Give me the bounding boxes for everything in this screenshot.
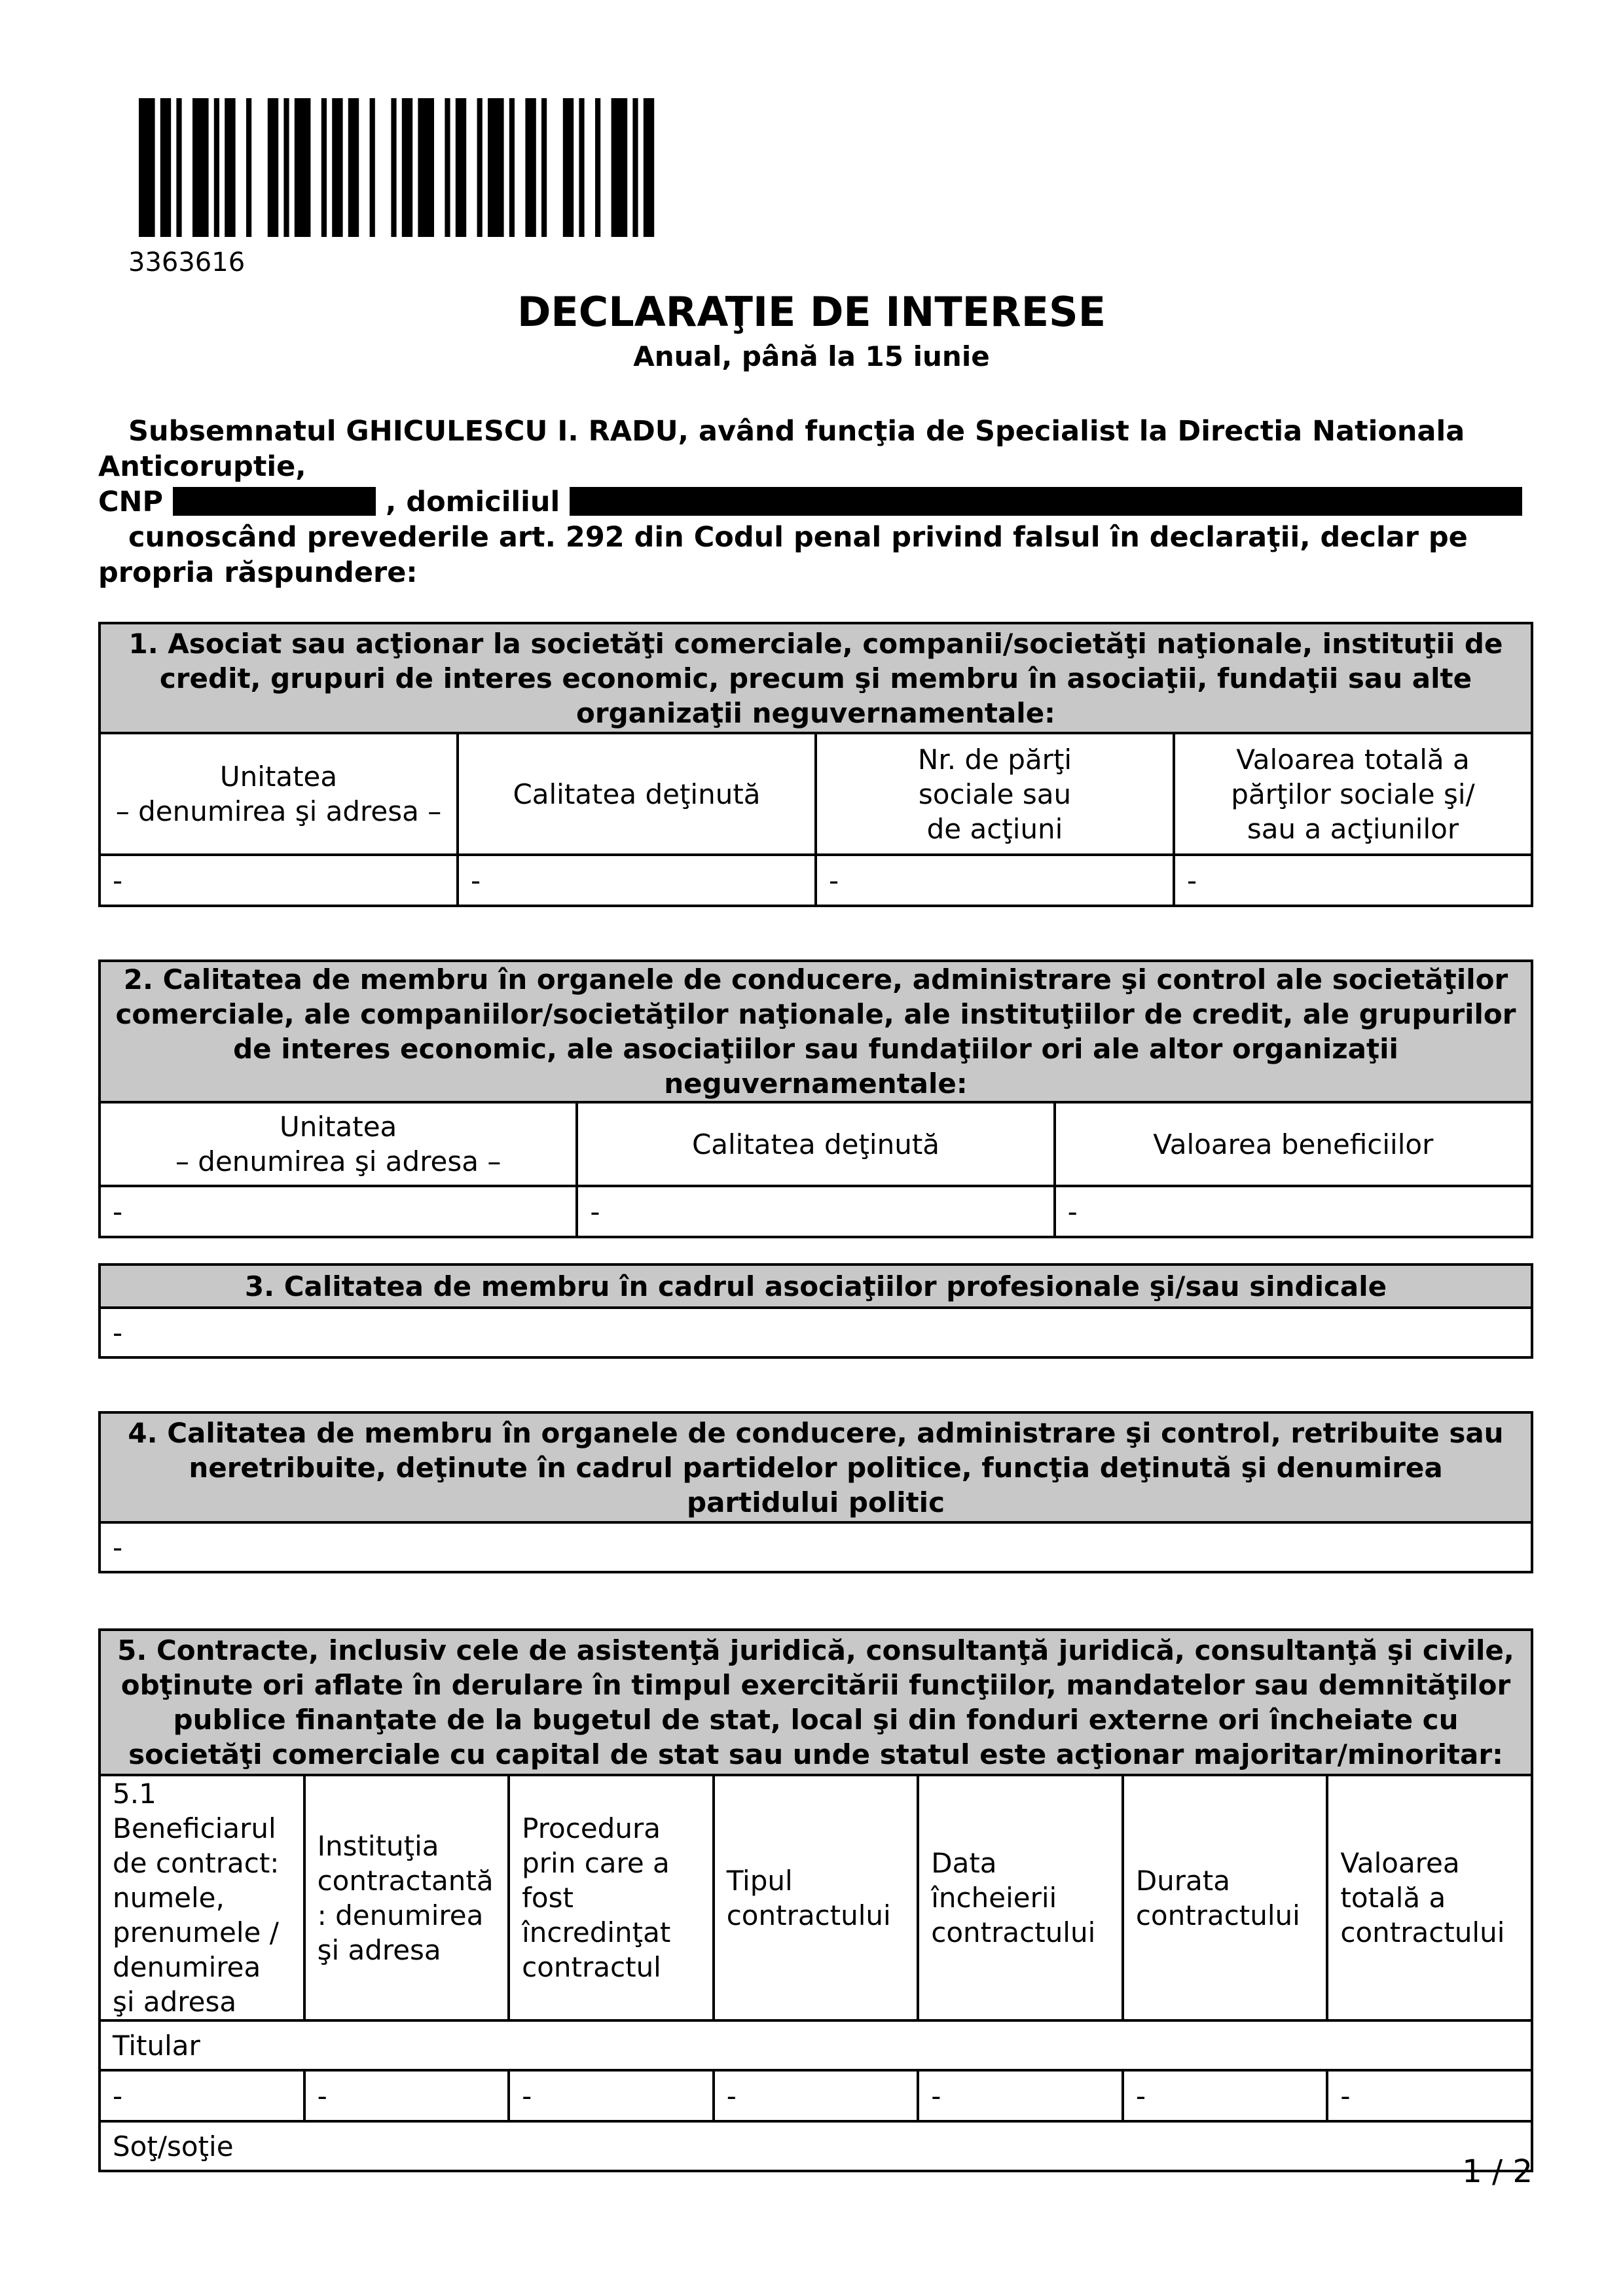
s2-col-benefits <box>1055 1102 1532 1186</box>
s5-col-duration: Durata contractului <box>1123 1775 1328 2020</box>
s5-cell: - <box>918 2070 1123 2121</box>
s1-col-unit-label: Unitatea – denumirea şi adresa – <box>115 761 442 827</box>
barcode <box>139 98 884 237</box>
section-5-heading: 5. Contracte, inclusiv cele de asistenţă juridică, consultanţă juridică, consultanţă şi civile, obţinute ori aflate în derulare în timpul exercitării funcţiilor, mandatelor sau demnităţilor publice finanţate de la bugetul de stat, local şi din fonduri externe ori încheiate cu societăţi comerciale cu capital de stat sau unde statul este acţionar majoritar/minoritar: <box>100 1630 1532 1775</box>
s3-cell: - <box>100 1308 1532 1357</box>
s5-cell: - <box>100 2070 304 2121</box>
s1-col-quality <box>458 733 816 855</box>
s2-cell: - <box>100 1186 577 1237</box>
s5-cell: - <box>304 2070 509 2121</box>
s4-cell: - <box>100 1522 1532 1572</box>
s5-col-beneficiary: 5.1 Beneficiarul de contract: numele, prenumele / denumirea şi adresa <box>100 1775 304 2020</box>
s5-group-titular: Titular <box>100 2020 1532 2070</box>
s1-col-value-label: Valoarea totală a părţilor sociale şi/ sau a acţiunilor <box>1231 743 1475 845</box>
s5-cell: - <box>714 2070 919 2121</box>
declaration-line-3: cunoscând prevederile art. 292 din Codul penal privind falsul în declaraţii, declar pe propria răspundere: <box>98 521 1468 589</box>
s1-col-value <box>1174 733 1532 855</box>
s1-col-unit <box>100 733 458 855</box>
redacted-cnp <box>173 487 376 516</box>
s2-cell: - <box>1055 1186 1532 1237</box>
section-2-table <box>98 960 1533 1238</box>
domicile-label: , domiciliul <box>386 486 560 518</box>
s1-cell: - <box>458 855 816 906</box>
s2-col-unit-label: Unitatea – denumirea şi adresa – <box>175 1111 501 1177</box>
s5-group-spouse: Soţ/soţie <box>100 2121 1532 2171</box>
s1-cell: - <box>100 855 458 906</box>
s5-col-procedure: Procedura prin care a fost încredinţat contractul <box>509 1775 714 2020</box>
s5-cell: - <box>1327 2070 1532 2121</box>
barcode-number: 3363616 <box>128 247 246 278</box>
s5-col-date: Data încheierii contractului <box>918 1775 1123 2020</box>
s1-cell: - <box>816 855 1174 906</box>
section-2-heading: 2. Calitatea de membru în organele de conducere, administrare şi control ale societăţilor comerciale, ale companiilor/societăţilor naţionale, ale instituţiilor de credit, ale grupurilor de interes economic, ale asociaţiilor sau fundaţiilor ori ale altor organizaţii neguvernamentale: <box>100 961 1532 1102</box>
section-4-table <box>98 1411 1533 1573</box>
s1-col-quality-label: Calitatea deţinută <box>513 778 761 810</box>
redacted-domicile <box>570 487 1522 516</box>
declaration-statement <box>98 414 1532 590</box>
section-3-heading: 3. Calitatea de membru în cadrul asociaţiilor profesionale şi/sau sindicale <box>100 1265 1532 1308</box>
document-title: DECLARAŢIE DE INTERESE <box>517 288 1106 336</box>
s5-col-type: Tipul contractului <box>714 1775 919 2020</box>
s1-cell: - <box>1174 855 1532 906</box>
s2-col-benefits-label: Valoarea beneficiilor <box>1153 1128 1434 1160</box>
s5-cell: - <box>509 2070 714 2121</box>
s2-col-unit <box>100 1102 577 1186</box>
declaration-line-1: Subsemnatul GHICULESCU I. RADU, având funcţia de Specialist la Directia Nationala Anticoruptie, <box>98 415 1465 483</box>
s1-col-shares-label: Nr. de părţi sociale sau de acţiuni <box>917 743 1072 845</box>
section-1-heading: 1. Asociat sau acţionar la societăţi comerciale, companii/societăţi naţionale, instituţii de credit, grupuri de interes economic, precum şi membru în asociaţii, fundaţii sau alte organizaţii neguvernamentale: <box>100 623 1532 733</box>
s5-col-value: Valoarea totală a contractului <box>1327 1775 1532 2020</box>
document-subtitle: Anual, până la 15 iunie <box>633 340 990 372</box>
page-number: 1 / 2 <box>1462 2153 1533 2190</box>
declaration-line-2 <box>98 484 1532 520</box>
s2-col-quality-label: Calitatea deţinută <box>691 1128 940 1160</box>
section-1-table <box>98 622 1533 907</box>
s2-cell: - <box>577 1186 1054 1237</box>
s1-col-shares <box>816 733 1174 855</box>
cnp-label: CNP <box>98 486 164 518</box>
section-3-table <box>98 1263 1533 1359</box>
s5-col-institution: Instituţia contractantă : denumirea şi adresa <box>304 1775 509 2020</box>
s5-cell: - <box>1123 2070 1328 2121</box>
section-4-heading: 4. Calitatea de membru în organele de conducere, administrare şi control, retribuite sau neretribuite, deţinute în cadrul partidelor politice, funcţia deţinută şi denumirea partidului politic <box>100 1412 1532 1522</box>
section-5-table <box>98 1628 1533 2172</box>
s2-col-quality <box>577 1102 1054 1186</box>
